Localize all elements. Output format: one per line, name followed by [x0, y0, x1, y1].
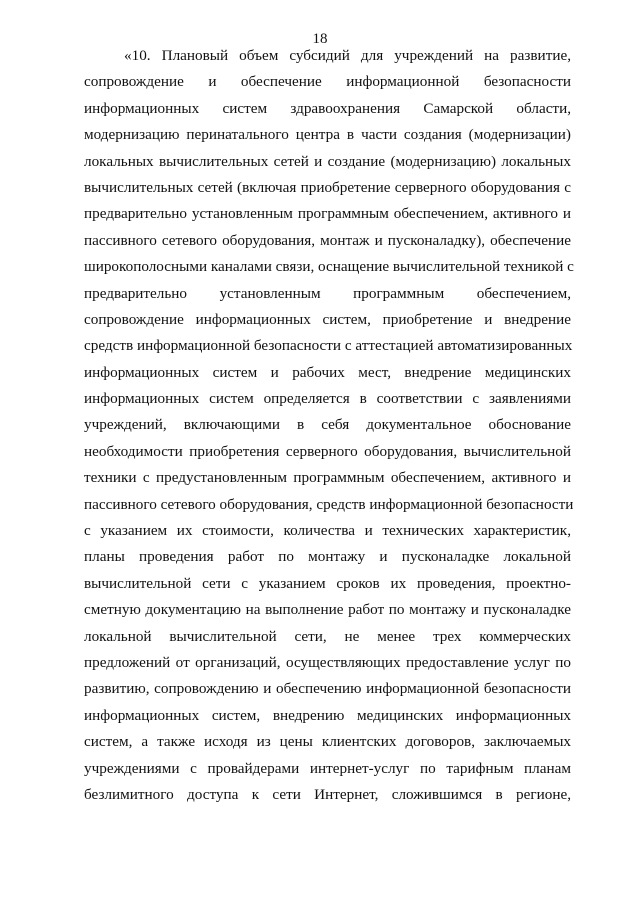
document-paragraph — [84, 43, 574, 808]
text-line: информационных систем, внедрению медицинских информационных — [84, 706, 571, 724]
text-line: сметную документацию на выполнение работ по монтажу и пусконаладке — [84, 601, 571, 619]
page-number: 18 — [312, 31, 328, 47]
text-line: учреждений, включающими в себя документальное обоснование — [84, 416, 571, 434]
text-line: вычислительной сети с указанием сроков их проведения, проектно- — [84, 574, 571, 592]
text-line: пассивного сетевого оборудования, средств информационной безопасности — [84, 495, 574, 513]
text-line: локальной вычислительной сети, не менее трех коммерческих — [84, 627, 571, 645]
text-line: с указанием их стоимости, количества и технических характеристик, — [84, 522, 571, 540]
text-line: необходимости приобретения серверного оборудования, вычислительной — [84, 442, 571, 460]
text-line: сопровождение информационных систем, приобретение и внедрение — [84, 310, 571, 328]
text-line: локальных вычислительных сетей и создание (модернизацию) локальных — [84, 152, 571, 170]
text-line: вычислительных сетей (включая приобретение серверного оборудования с — [84, 178, 571, 196]
text-line: предложений от организаций, осуществляющих предоставление услуг по — [84, 653, 571, 671]
text-line: «10. Плановый объем субсидий для учреждений на развитие, — [124, 47, 571, 64]
text-line: широкополосными каналами связи, оснащение вычислительной техникой с — [84, 258, 574, 276]
text-line: планы проведения работ по монтажу и пусконаладке локальной — [84, 548, 571, 566]
text-line: учреждениями с провайдерами интернет-услуг по тарифным планам — [84, 759, 571, 777]
text-line: систем, а также исходя из цены клиентских договоров, заключаемых — [84, 733, 571, 751]
text-line: пассивного сетевого оборудования, монтаж и пусконаладку), обеспечение — [84, 231, 571, 249]
text-line: предварительно установленным программным обеспечением, активного и — [84, 205, 571, 223]
text-line: информационных систем определяется в соответствии с заявлениями — [84, 390, 571, 408]
text-line: модернизацию перинатального центра в части создания (модернизации) — [84, 126, 571, 144]
text-line: предварительно установленным программным обеспечением, — [84, 284, 571, 302]
text-line: техники с предустановленным программным обеспечением, активного и — [84, 469, 571, 487]
text-line: развитию, сопровождению и обеспечению информационной безопасности — [84, 680, 571, 698]
text-line: информационных систем и рабочих мест, внедрение медицинских — [84, 363, 571, 381]
text-line: средств информационной безопасности с аттестацией автоматизированных — [84, 337, 573, 355]
text-line: безлимитного доступа к сети Интернет, сложившимся в регионе, — [84, 785, 571, 803]
text-line: сопровождение и обеспечение информационной безопасности — [84, 73, 571, 91]
text-line: информационных систем здравоохранения Самарской области, — [84, 99, 571, 117]
